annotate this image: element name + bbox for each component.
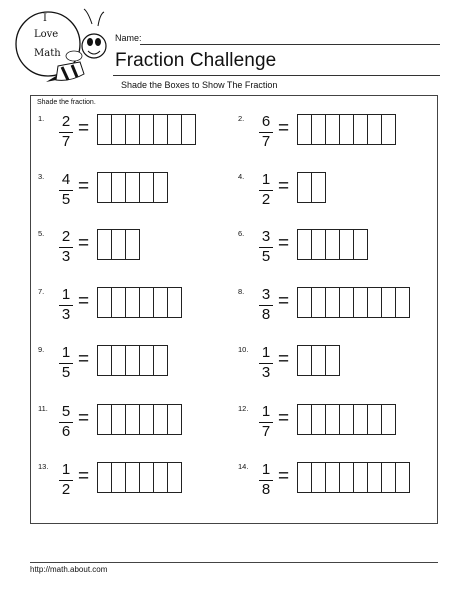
shade-box[interactable] [167,404,182,435]
problem-number: 4. [238,172,245,181]
shade-box[interactable] [297,114,312,145]
denominator: 7 [261,423,271,440]
shade-box[interactable] [111,404,126,435]
problem-number: 13. [38,462,49,471]
shade-box[interactable] [139,404,154,435]
numerator: 4 [61,171,71,188]
shade-box[interactable] [297,345,312,376]
shade-box[interactable] [167,462,182,493]
equals-sign: = [278,176,290,197]
equals-sign: = [278,408,290,429]
shading-boxes [97,404,182,435]
shade-box[interactable] [297,404,312,435]
numerator: 5 [61,403,71,420]
shade-box[interactable] [111,114,126,145]
logo-text-i: I [43,13,47,24]
shading-boxes [297,229,368,260]
denominator: 3 [261,364,271,381]
shade-box[interactable] [311,345,326,376]
shading-boxes [297,172,326,203]
shading-boxes [97,172,168,203]
shade-box[interactable] [325,345,340,376]
shading-boxes [297,404,396,435]
numerator: 1 [261,171,271,188]
shade-box[interactable] [153,462,168,493]
denominator: 5 [261,248,271,265]
shade-box[interactable] [97,287,112,318]
denominator: 3 [61,306,71,323]
title-divider [113,75,440,76]
shade-box[interactable] [311,404,326,435]
shading-boxes [97,114,196,145]
shade-box[interactable] [139,172,154,203]
equals-sign: = [78,233,90,254]
shading-boxes [97,229,140,260]
shade-box[interactable] [125,229,140,260]
shade-box[interactable] [167,114,182,145]
problem-number: 3. [38,172,45,181]
shade-box[interactable] [325,287,340,318]
shade-box[interactable] [339,404,354,435]
numerator: 1 [261,344,271,361]
shade-box[interactable] [381,462,396,493]
shade-box[interactable] [339,114,354,145]
shade-box[interactable] [367,287,382,318]
shade-box[interactable] [367,462,382,493]
shade-box[interactable] [125,404,140,435]
logo-text-love: Love [34,29,59,40]
logo-text-math: Math [34,48,61,59]
problem-number: 5. [38,229,45,238]
shade-box[interactable] [353,114,368,145]
page-subtitle: Shade the Boxes to Show The Fraction [121,80,278,90]
numerator: 1 [61,286,71,303]
shade-box[interactable] [381,114,396,145]
problem-number: 7. [38,287,45,296]
shade-box[interactable] [367,404,382,435]
name-label: Name: [115,33,142,43]
denominator: 2 [261,191,271,208]
numerator: 1 [61,344,71,361]
shade-box[interactable] [111,462,126,493]
shade-box[interactable] [97,462,112,493]
problem-number: 2. [238,114,245,123]
denominator: 5 [61,364,71,381]
problem-number: 1. [38,114,45,123]
equals-sign: = [278,466,290,487]
shade-box[interactable] [153,114,168,145]
page-title: Fraction Challenge [115,50,277,71]
shade-box[interactable] [125,345,140,376]
problem-number: 12. [238,404,249,413]
shade-box[interactable] [111,345,126,376]
shade-box[interactable] [297,172,312,203]
shade-box[interactable] [97,172,112,203]
equals-sign: = [78,118,90,139]
shade-box[interactable] [139,114,154,145]
problem-number: 6. [238,229,245,238]
numerator: 2 [61,113,71,130]
problem-number: 11. [38,404,48,413]
shade-box[interactable] [381,404,396,435]
shade-box[interactable] [353,462,368,493]
denominator: 6 [61,423,71,440]
shade-box[interactable] [139,462,154,493]
shade-box[interactable] [353,229,368,260]
name-field-line[interactable] [140,44,440,45]
problem-number: 14. [238,462,249,471]
shade-box[interactable] [353,287,368,318]
equals-sign: = [78,349,90,370]
shade-box[interactable] [111,229,126,260]
shade-box[interactable] [125,462,140,493]
denominator: 7 [261,133,271,150]
shade-box[interactable] [395,287,410,318]
shade-box[interactable] [311,462,326,493]
equals-sign: = [278,349,290,370]
shade-box[interactable] [139,345,154,376]
denominator: 8 [261,306,271,323]
shade-box[interactable] [97,114,112,145]
shade-box[interactable] [311,114,326,145]
shade-box[interactable] [153,287,168,318]
denominator: 8 [261,481,271,498]
shading-boxes [297,287,410,318]
shade-box[interactable] [125,287,140,318]
numerator: 3 [261,228,271,245]
shade-box[interactable] [167,287,182,318]
equals-sign: = [278,118,290,139]
shade-box[interactable] [153,172,168,203]
problem-number: 10. [238,345,249,354]
numerator: 1 [261,403,271,420]
shade-box[interactable] [125,172,140,203]
shade-box[interactable] [97,229,112,260]
shade-box[interactable] [325,404,340,435]
instruction-text: Shade the fraction. [37,99,96,106]
denominator: 7 [61,133,71,150]
shade-box[interactable] [367,114,382,145]
equals-sign: = [78,408,90,429]
equals-sign: = [278,233,290,254]
equals-sign: = [278,291,290,312]
shade-box[interactable] [125,114,140,145]
shade-box[interactable] [325,229,340,260]
shade-box[interactable] [325,114,340,145]
problem-number: 9. [38,345,45,354]
shading-boxes [297,462,410,493]
shade-box[interactable] [381,287,396,318]
shade-box[interactable] [297,287,312,318]
shade-box[interactable] [339,287,354,318]
shade-box[interactable] [311,172,326,203]
shade-box[interactable] [395,462,410,493]
shade-box[interactable] [297,229,312,260]
shade-box[interactable] [297,462,312,493]
footer-divider [30,562,438,563]
shading-boxes [97,345,168,376]
equals-sign: = [78,466,90,487]
bee-icon [8,4,108,90]
shade-box[interactable] [311,229,326,260]
shade-box[interactable] [181,114,196,145]
numerator: 6 [261,113,271,130]
equals-sign: = [78,176,90,197]
shade-box[interactable] [339,229,354,260]
shade-box[interactable] [97,404,112,435]
shade-box[interactable] [111,287,126,318]
shade-box[interactable] [339,462,354,493]
equals-sign: = [78,291,90,312]
denominator: 2 [61,481,71,498]
shade-box[interactable] [139,287,154,318]
numerator: 1 [61,461,71,478]
shading-boxes [297,345,340,376]
numerator: 2 [61,228,71,245]
denominator: 5 [61,191,71,208]
shade-box[interactable] [111,172,126,203]
shade-box[interactable] [153,345,168,376]
shading-boxes [97,462,182,493]
numerator: 3 [261,286,271,303]
problem-number: 8. [238,287,245,296]
shade-box[interactable] [353,404,368,435]
numerator: 1 [261,461,271,478]
shading-boxes [297,114,396,145]
shade-box[interactable] [325,462,340,493]
shading-boxes [97,287,182,318]
shade-box[interactable] [153,404,168,435]
denominator: 3 [61,248,71,265]
shade-box[interactable] [311,287,326,318]
shade-box[interactable] [97,345,112,376]
footer-url: http://math.about.com [30,565,108,574]
